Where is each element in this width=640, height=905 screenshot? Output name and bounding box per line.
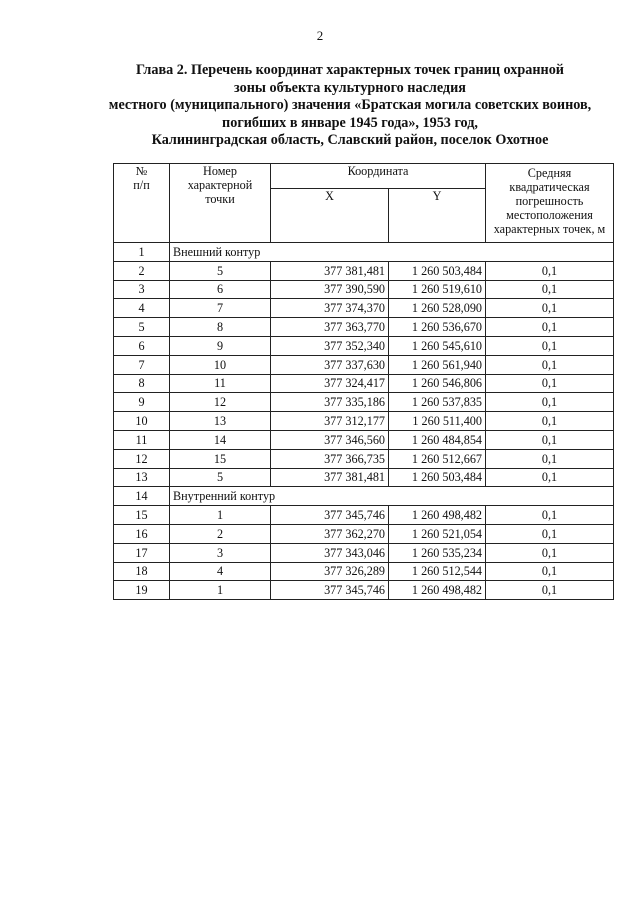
cell-num: 4: [114, 299, 170, 318]
header-num: [114, 164, 170, 243]
cell-error: 0,1: [486, 412, 614, 431]
cell-point: 3: [170, 543, 271, 562]
cell-num: 12: [114, 449, 170, 468]
cell-x: 377 337,630: [271, 355, 389, 374]
cell-point: 5: [170, 261, 271, 280]
cell-error: 0,1: [486, 355, 614, 374]
cell-error: 0,1: [486, 562, 614, 581]
table-row: [114, 543, 614, 562]
cell-num: 10: [114, 412, 170, 431]
cell-y: 1 260 512,667: [389, 449, 486, 468]
header-num-line: п/п: [133, 178, 150, 192]
cell-point: 1: [170, 506, 271, 525]
cell-error: 0,1: [486, 336, 614, 355]
cell-y: 1 260 484,854: [389, 430, 486, 449]
cell-x: 377 374,370: [271, 299, 389, 318]
table-row: [114, 280, 614, 299]
cell-point: 12: [170, 393, 271, 412]
table-row: [114, 374, 614, 393]
table-section-row: [114, 487, 614, 506]
cell-x: 377 335,186: [271, 393, 389, 412]
document-title: [20, 62, 640, 150]
cell-x: 377 324,417: [271, 374, 389, 393]
cell-point: 14: [170, 430, 271, 449]
cell-num: 7: [114, 355, 170, 374]
cell-error: 0,1: [486, 318, 614, 337]
cell-y: 1 260 511,400: [389, 412, 486, 431]
cell-x: 377 346,560: [271, 430, 389, 449]
cell-point: 5: [170, 468, 271, 487]
table-section-row: [114, 243, 614, 262]
section-label: Внешний контур: [170, 243, 614, 262]
cell-point: 13: [170, 412, 271, 431]
cell-error: 0,1: [486, 393, 614, 412]
table-row: [114, 468, 614, 487]
cell-y: 1 260 498,482: [389, 581, 486, 600]
coordinates-table: [113, 163, 614, 600]
cell-point: 4: [170, 562, 271, 581]
title-line: Глава 2. Перечень координат характерных точек границ охранной: [136, 62, 564, 78]
header-point-line: характерной: [187, 178, 253, 192]
header-point-line: точки: [205, 192, 235, 206]
table-row: [114, 430, 614, 449]
cell-error: 0,1: [486, 299, 614, 318]
cell-point: 15: [170, 449, 271, 468]
cell-num: 6: [114, 336, 170, 355]
cell-num: 17: [114, 543, 170, 562]
cell-x: 377 326,289: [271, 562, 389, 581]
cell-x: 377 381,481: [271, 468, 389, 487]
cell-point: 2: [170, 524, 271, 543]
header-point: [170, 164, 271, 243]
header-error-line: местоположения: [506, 208, 593, 222]
table-row: [114, 581, 614, 600]
cell-x: 377 312,177: [271, 412, 389, 431]
cell-y: 1 260 521,054: [389, 524, 486, 543]
section-label: Внутренний контур: [170, 487, 614, 506]
page-number: 2: [316, 28, 324, 43]
cell-error: 0,1: [486, 506, 614, 525]
table-row: [114, 355, 614, 374]
cell-error: 0,1: [486, 430, 614, 449]
header-num-line: №: [135, 164, 148, 178]
cell-point: 8: [170, 318, 271, 337]
header-error-line: квадратическая: [509, 180, 590, 194]
title-line: местного (муниципального) значения «Братская могила советских воинов,: [108, 97, 592, 113]
cell-y: 1 260 535,234: [389, 543, 486, 562]
cell-error: 0,1: [486, 280, 614, 299]
cell-num: 14: [114, 487, 170, 506]
table-row: [114, 261, 614, 280]
cell-x: 377 345,746: [271, 506, 389, 525]
table-row: [114, 449, 614, 468]
header-error-line: характерных точек, м: [493, 222, 606, 236]
cell-error: 0,1: [486, 543, 614, 562]
cell-x: 377 362,270: [271, 524, 389, 543]
cell-x: 377 345,746: [271, 581, 389, 600]
cell-point: 1: [170, 581, 271, 600]
cell-x: 377 381,481: [271, 261, 389, 280]
cell-y: 1 260 561,940: [389, 355, 486, 374]
table-row: [114, 318, 614, 337]
cell-error: 0,1: [486, 581, 614, 600]
cell-point: 11: [170, 374, 271, 393]
cell-y: 1 260 536,670: [389, 318, 486, 337]
title-line: погибших в январе 1945 года», 1953 год,: [222, 114, 478, 131]
header-x: X: [271, 189, 389, 243]
cell-y: 1 260 498,482: [389, 506, 486, 525]
cell-num: 8: [114, 374, 170, 393]
cell-y: 1 260 512,544: [389, 562, 486, 581]
cell-error: 0,1: [486, 261, 614, 280]
table-row: [114, 524, 614, 543]
cell-point: 9: [170, 336, 271, 355]
header-point-line: Номер: [203, 164, 237, 178]
cell-num: 13: [114, 468, 170, 487]
cell-y: 1 260 545,610: [389, 336, 486, 355]
cell-error: 0,1: [486, 468, 614, 487]
cell-error: 0,1: [486, 374, 614, 393]
table-row: [114, 506, 614, 525]
cell-num: 1: [114, 243, 170, 262]
cell-num: 9: [114, 393, 170, 412]
cell-num: 16: [114, 524, 170, 543]
cell-y: 1 260 519,610: [389, 280, 486, 299]
cell-y: 1 260 503,484: [389, 468, 486, 487]
cell-num: 15: [114, 506, 170, 525]
table-row: [114, 393, 614, 412]
cell-y: 1 260 546,806: [389, 374, 486, 393]
cell-y: 1 260 537,835: [389, 393, 486, 412]
table-body: [114, 243, 614, 600]
cell-y: 1 260 503,484: [389, 261, 486, 280]
title-line: зоны объекта культурного наследия: [234, 79, 466, 96]
header-error: [486, 164, 614, 243]
cell-num: 3: [114, 280, 170, 299]
cell-y: 1 260 528,090: [389, 299, 486, 318]
cell-num: 18: [114, 562, 170, 581]
table-row: [114, 562, 614, 581]
cell-point: 6: [170, 280, 271, 299]
cell-error: 0,1: [486, 524, 614, 543]
table-row: [114, 299, 614, 318]
cell-x: 377 390,590: [271, 280, 389, 299]
cell-num: 2: [114, 261, 170, 280]
header-y: Y: [389, 189, 486, 243]
cell-point: 7: [170, 299, 271, 318]
cell-x: 377 343,046: [271, 543, 389, 562]
cell-point: 10: [170, 355, 271, 374]
table-row: [114, 336, 614, 355]
header-error-line: погрешность: [515, 194, 584, 208]
cell-error: 0,1: [486, 449, 614, 468]
cell-x: 377 352,340: [271, 336, 389, 355]
cell-x: 377 363,770: [271, 318, 389, 337]
cell-num: 19: [114, 581, 170, 600]
cell-x: 377 366,735: [271, 449, 389, 468]
header-error-line: Средняя: [527, 166, 572, 180]
table-row: [114, 412, 614, 431]
header-coordinate: Координата: [271, 164, 486, 189]
cell-num: 11: [114, 430, 170, 449]
cell-num: 5: [114, 318, 170, 337]
title-line: Калининградская область, Славский район, поселок Охотное: [151, 132, 549, 148]
